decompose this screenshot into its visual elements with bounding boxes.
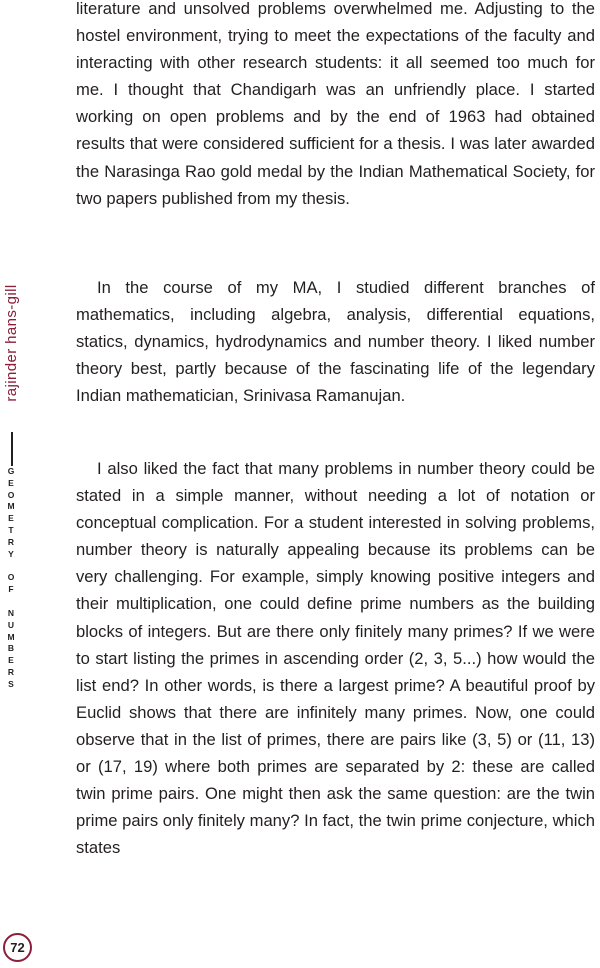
title-letter: S	[8, 678, 14, 689]
title-letter: G	[7, 466, 15, 476]
title-letter: U	[7, 619, 15, 630]
title-letter: T	[8, 524, 14, 535]
title-letter: E	[8, 513, 14, 524]
title-letter: M	[7, 501, 15, 512]
title-letter: B	[7, 643, 15, 654]
paragraph: I also liked the fact that many problems in number theory could be stated in a simple manner, without needing a lot of notation or conceptual complication. For a student interested in solving problems, number theory is naturally appealing because its problems can be very challenging. For example, simply knowing positive integers and their multiplication, one could define prime numbers as the building blocks of integers. But are there only finitely many primes? If we were to start listing the primes in ascending order (2, 3, 5...) how would the list end? In other words, is there a largest prime? A beautiful proof by Euclid shows that there are infinitely many primes. Now, one could observe that in the list of primes, there are pairs like (3, 5) or (11, 13) or (17, 19) where both primes are separated by 2: these are called twin prime pairs. One might then ask the same question: are the twin prime pairs only finitely many? In fact, the twin prime conjecture, which states	[76, 459, 595, 858]
paragraph: In the course of my MA, I studied different branches of mathematics, including algebra, analysis, differential equations, statics, dynamics, hydrodynamics and number theory. I liked number theory best, partly because of the fascinating life of the legendary Indian mathematician, Srinivasa Ramanujan.	[76, 278, 595, 406]
title-letter: F	[8, 584, 14, 595]
title-letter: E	[8, 477, 14, 488]
page-number: 72	[3, 933, 32, 962]
title-letter: O	[7, 489, 15, 500]
title-letter: R	[7, 666, 15, 677]
title-letter: O	[7, 572, 15, 583]
paragraph: literature and unsolved problems overwhelmed me. Adjusting to the hostel environment, trying to meet the expectations of the faculty and interacting with other research students: it all seemed too much for me. I thought that Chandigarh was an unfriendly place. I started working on open problems and by the end of 1963 had obtained results that were considered sufficient for a thesis. I was later awarded the Narasinga Rao gold medal by the Indian Mathematical Society, for two papers published from my thesis.	[76, 0, 595, 208]
title-letter: M	[7, 631, 15, 642]
title-letter: N	[7, 607, 15, 618]
title-letter: E	[8, 655, 14, 666]
running-head-divider	[11, 432, 13, 466]
running-head-book-title	[0, 466, 22, 691]
running-head-author: rajinder hans-gill	[3, 284, 20, 402]
title-letter: Y	[8, 548, 14, 559]
title-letter: R	[7, 536, 15, 547]
